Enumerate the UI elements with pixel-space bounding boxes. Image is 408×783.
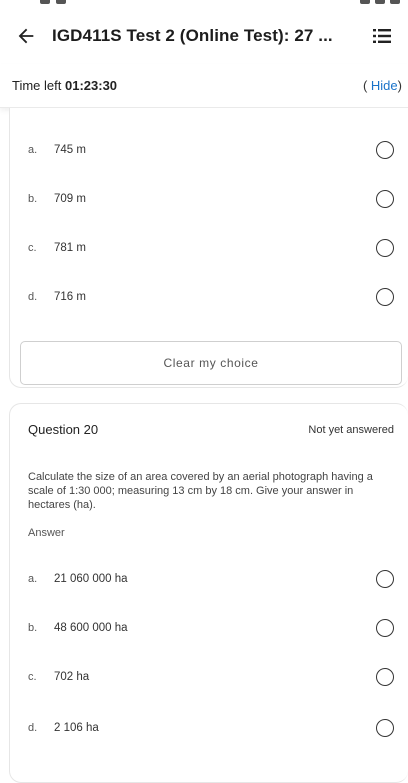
clear-choice-button[interactable]: Clear my choice: [20, 341, 402, 385]
hide-timer-button[interactable]: [363, 78, 402, 93]
question-text: Calculate the size of an area covered by an aerial photograph having a scale of 1:30 000; measuring 13 cm by 18 cm. Give your answer in hectares (ha).: [28, 471, 373, 511]
app-bar: [0, 8, 408, 64]
option-text: 48 600 000 ha: [54, 622, 128, 634]
system-icons: [360, 0, 400, 4]
answer-label: Answer: [28, 527, 65, 539]
timer-value: 01:23:30: [64, 78, 118, 93]
answer-option[interactable]: [28, 228, 394, 268]
answer-option[interactable]: [28, 277, 394, 317]
radio-button[interactable]: [376, 668, 394, 686]
wifi-icon: [375, 0, 385, 4]
hide-paren-open: (: [362, 78, 368, 93]
answer-option[interactable]: [28, 657, 394, 697]
radio-button[interactable]: [376, 141, 394, 159]
option-text: 716 m: [54, 291, 86, 303]
option-text: 21 060 000 ha: [54, 573, 128, 585]
hide-paren-close: ): [397, 78, 402, 93]
question-status: Not yet answered: [308, 423, 394, 436]
option-letter: c.: [28, 242, 37, 254]
question-card: [9, 403, 408, 783]
notification-icon: [56, 0, 66, 4]
signal-icon: [360, 0, 370, 4]
answer-option[interactable]: [28, 608, 394, 648]
answer-option[interactable]: [28, 708, 394, 748]
option-letter: b.: [28, 193, 38, 205]
radio-button[interactable]: [376, 570, 394, 588]
option-letter: d.: [28, 722, 38, 734]
status-bar: [0, 0, 408, 8]
answer-option[interactable]: [28, 130, 394, 170]
option-letter: b.: [28, 622, 38, 634]
answer-option[interactable]: [28, 179, 394, 219]
arrow-left-icon: [15, 25, 37, 47]
notification-icon: [40, 0, 50, 4]
back-button[interactable]: [0, 8, 52, 64]
page-title: IGD411S Test 2 (Online Test): 27 ...: [52, 26, 333, 45]
timer-label: Time left: [12, 78, 62, 93]
option-text: 2 106 ha: [54, 722, 99, 734]
option-letter: d.: [28, 291, 38, 303]
quiz-navigation-button[interactable]: [356, 8, 408, 64]
option-letter: a.: [28, 573, 38, 585]
timer: [12, 78, 117, 93]
notification-icons: [40, 0, 66, 4]
option-text: 781 m: [54, 242, 86, 254]
option-letter: a.: [28, 144, 38, 156]
radio-button[interactable]: [376, 619, 394, 637]
question-header: [28, 422, 394, 437]
radio-button[interactable]: [376, 719, 394, 737]
option-text: 709 m: [54, 193, 86, 205]
radio-button[interactable]: [376, 288, 394, 306]
battery-icon: [390, 0, 400, 4]
radio-button[interactable]: [376, 239, 394, 257]
option-text: 745 m: [54, 144, 86, 156]
previous-question-card: [9, 108, 408, 388]
option-text: 702 ha: [54, 671, 90, 683]
list-icon: [370, 24, 394, 48]
question-title: Question 20: [28, 422, 99, 437]
option-letter: c.: [28, 671, 37, 683]
radio-button[interactable]: [376, 190, 394, 208]
timer-bar: [0, 64, 408, 108]
hide-timer-link[interactable]: Hide: [370, 78, 398, 93]
answer-option[interactable]: [28, 559, 394, 599]
